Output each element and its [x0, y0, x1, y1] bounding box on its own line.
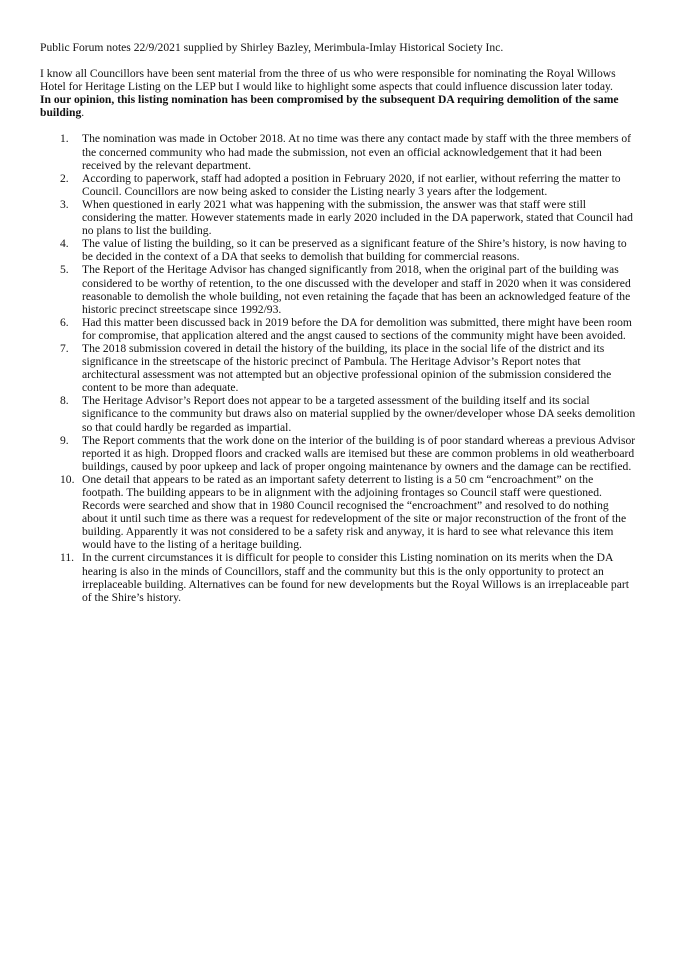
list-item-text: The Heritage Advisor’s Report does not appear to be a targeted assessment of the building itself and its social significance to the community but draws also on material supplied by the owner/developer whose DA seeks demolition so that could hardly be regarded as impartial.	[82, 394, 636, 434]
list-item-text: The Report of the Heritage Advisor has changed significantly from 2018, when the original part of the building was considered to be worthy of retention, to the one discussed with the developer and staff in 2020 when it was considered reasonable to demolish the whole building, not even retaining the façade that has been an acknowledged feature of the historic precinct streetscape since 1992/93.	[82, 263, 631, 316]
list-item-text: Had this matter been discussed back in 2019 before the DA for demolition was submitted, there might have been room for compromise, that application altered and the angst caused to sections of the community might have been avoided.	[82, 315, 632, 342]
list-item-number: 9.	[60, 433, 69, 447]
list-item-text: The 2018 submission covered in detail the history of the building, its place in the social life of the district and its significance in the streetscape of the historic precinct of Pambula. The Heritage Advisor’s Report notes that architectural assessment was not attempted but an objective professional opinion of the submission considered the content to be more than adequate.	[82, 341, 612, 395]
list-item-number: 8.	[60, 394, 69, 408]
list-item-text: The value of listing the building, so it can be preserved as a significant feature of the Shire’s history, is now having to be decided in the context of a DA that seeks to demolish that building for commercial reasons.	[82, 237, 627, 264]
list-item-number: 2.	[60, 171, 69, 185]
list-item-5	[40, 263, 637, 315]
list-item-number: 11.	[60, 551, 75, 565]
list-item-3	[40, 198, 637, 237]
list-item-4	[40, 237, 637, 263]
opinion-statement	[40, 93, 637, 119]
intro-paragraph: I know all Councillors have been sent material from the three of us who were responsible for nominating the Royal Willows Hotel for Heritage Listing on the LEP but I would like to highlight some aspects that could influence discussion later today.	[40, 67, 616, 94]
list-item-7	[40, 342, 637, 394]
list-item-number: 3.	[60, 197, 69, 211]
list-item-number: 7.	[60, 341, 69, 355]
list-item-text: According to paperwork, staff had adopted a position in February 2020, if not earlier, without referring the matter to Council. Councillors are now being asked to consider the Listing nearly 3 years after the lodgement.	[82, 171, 621, 198]
list-item-11	[40, 551, 637, 603]
list-item-9	[40, 434, 637, 473]
list-item-10	[40, 473, 637, 552]
list-item-1	[40, 132, 637, 171]
list-item-text: When questioned in early 2021 what was happening with the submission, the answer was that staff were still considering the matter. However statements made in early 2020 included in the DA paperwork, stated that Council had no plans to list the building.	[82, 197, 633, 238]
list-item-text: In the current circumstances it is difficult for people to consider this Listing nomination on its merits when the DA hearing is also in the minds of Councillors, staff and the community but this is the only opportunity to protect an irreplaceable building. Alternatives can be found for new developments but the Royal Willows is an irreplaceable part of the Shire’s history.	[82, 551, 629, 604]
list-item-6	[40, 316, 637, 342]
list-item-8	[40, 394, 637, 433]
list-item-text: One detail that appears to be rated as an important safety deterrent to listing is a 50 cm “encroachment” on the footpath. The building appears to be in alignment with the adjoining frontages so Council staff were questioned. Records were searched and show that in 1980 Council recognised the “encroachment” and resolved to do nothing about it until such time as there was a request for redevelopment of the site or major reconstruction of the front of the building. Apparently it was not considered to be a safety risk and anyway, it is hard to see what relevance this item would have to the listing of a heritage building.	[82, 472, 627, 552]
numbered-points-list	[40, 132, 637, 603]
list-item-number: 6.	[60, 315, 69, 329]
list-item-2	[40, 172, 637, 198]
list-item-number: 1.	[60, 132, 69, 146]
list-item-number: 10.	[60, 472, 75, 486]
list-item-text: The Report comments that the work done on the interior of the building is of poor standard whereas a previous Advisor reported it as high. Dropped floors and cracked walls are itemised but these are common problems in old weatherboard buildings, caused by poor upkeep and lack of proper ongoing maintenance by owners and the damage can be rectified.	[82, 433, 636, 473]
document-title-line: Public Forum notes 22/9/2021 supplied by Shirley Bazley, Merimbula-Imlay Historical Society Inc.	[40, 41, 504, 54]
list-item-number: 5.	[60, 263, 69, 277]
opinion-bold-text: In our opinion, this listing nomination has been compromised by the subsequent DA requiring demolition of the same building	[40, 93, 619, 120]
opinion-period: .	[81, 106, 85, 120]
list-item-number: 4.	[60, 237, 69, 251]
list-item-text: The nomination was made in October 2018. At no time was there any contact made by staff with the three members of the concerned community who had made the submission, not even an official acknowledgement that it had been received by the relevant department.	[82, 132, 632, 172]
